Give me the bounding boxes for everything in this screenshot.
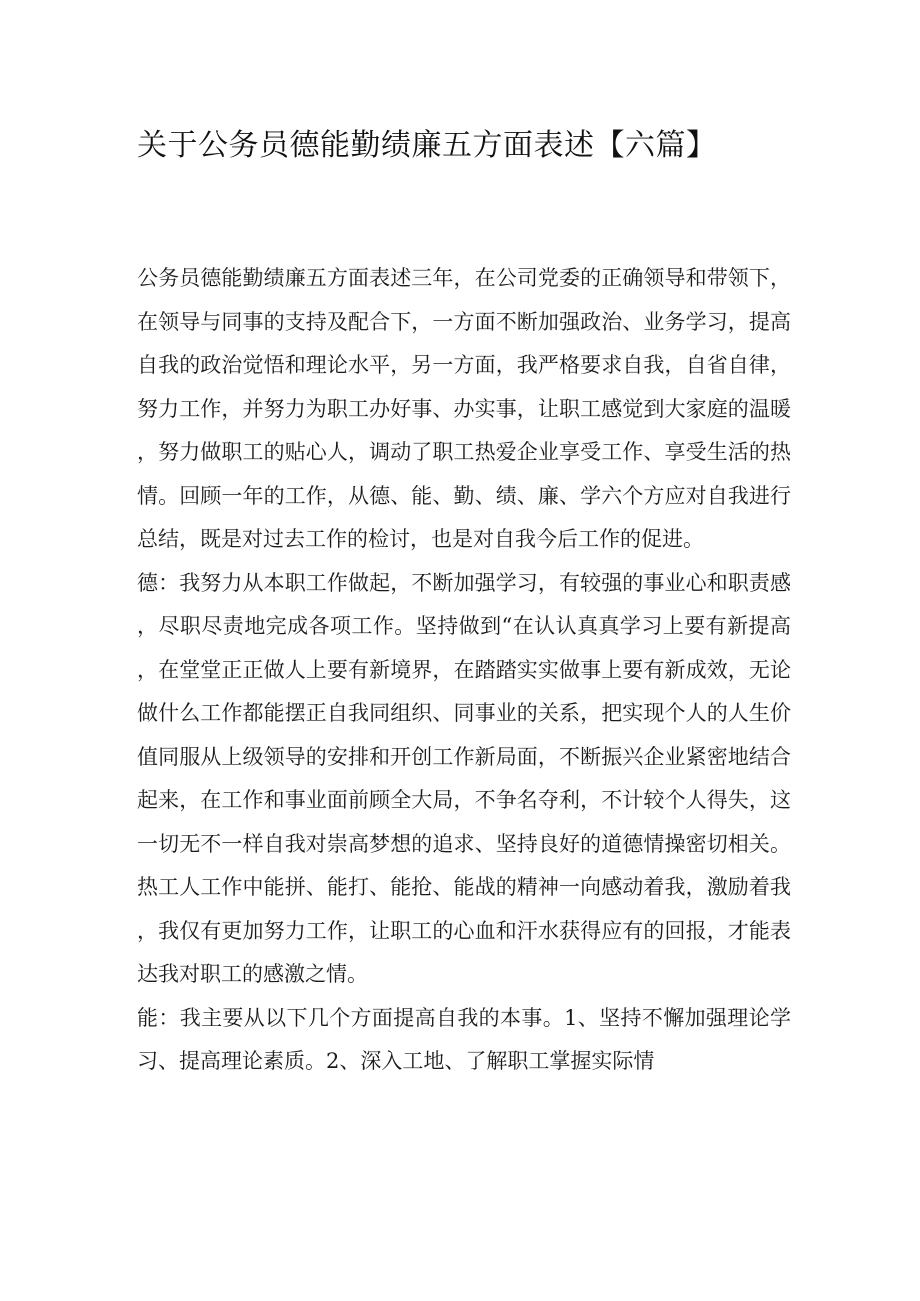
paragraph-neng: 能：我主要从以下几个方面提高自我的本事。1、坚持不懈加强理论学习、提高理论素质。2、深入工地、了解职工掌握实际情 [137, 1005, 791, 1073]
paragraph-de: 德：我努力从本职工作做起，不断加强学习，有较强的事业心和职责感，尽职尽责地完成各项工作。坚持做到“在认认真真学习上要有新提高，在堂堂正正做人上要有新境界，在踏踏实实做事上要有新成效，无论做什么工作都能摆正自我同组织、同事业的关系，把实现个人的人生价值同服从上级领导的安排和开创工作新局面，不断振兴企业紧密地结合起来，在工作和事业面前顾全大局，不争名夺利，不计较个人得失，这一切无不一样自我对崇高梦想的追求、坚持良好的道德情操密切相关。热工人工作中能拼、能打、能抢、能战的精神一向感动着我，激励着我，我仅有更加努力工作，让职工的心血和汗水获得应有的回报，才能表达我对职工的感激之情。 [137, 570, 791, 986]
paragraph-intro: 公务员德能勤绩廉五方面表述三年，在公司党委的正确领导和带领下，在领导与同事的支持及配合下，一方面不断加强政治、业务学习，提高自我的政治觉悟和理论水平，另一方面，我严格要求自我，自省自律，努力工作，并努力为职工办好事、办实事，让职工感觉到大家庭的温暖，努力做职工的贴心人，调动了职工热爱企业享受工作、享受生活的热情。回顾一年的工作，从德、能、勤、绩、廉、学六个方应对自我进行总结，既是对过去工作的检讨，也是对自我今后工作的促进。 [137, 266, 791, 551]
document-title: 关于公务员德能勤绩廉五方面表述【六篇】 [137, 128, 717, 163]
document-body [137, 257, 791, 1084]
